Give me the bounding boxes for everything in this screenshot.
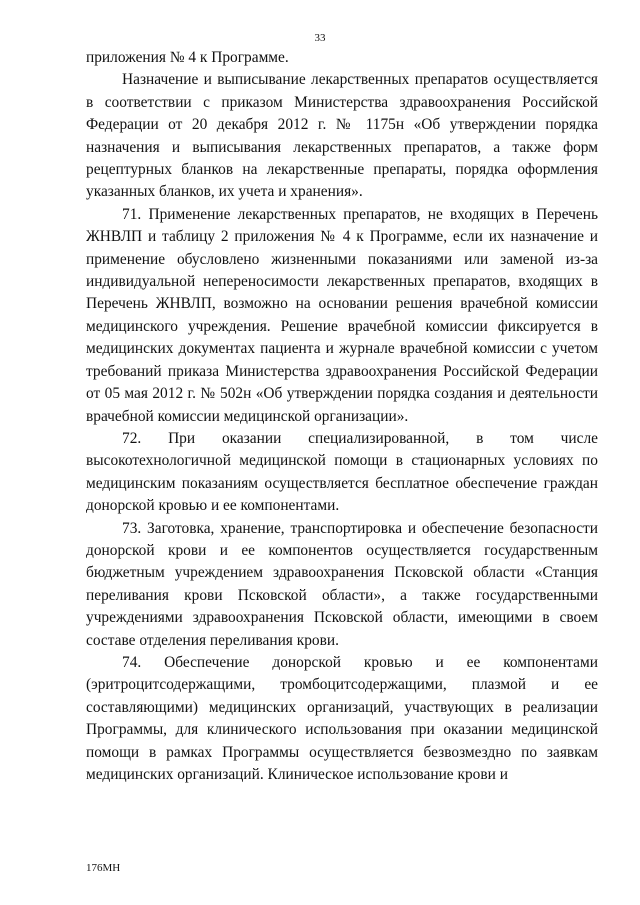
footer-document-code: 176МН <box>86 862 121 874</box>
document-body <box>86 47 598 786</box>
paragraph-prescription: Назначение и выписывание лекарственных препаратов осуществляется в соответствии с приказом Министерства здравоохранения Российской Федерации от 20 декабря 2012 г. № 1175н «Об утверждении порядка назначения и выписывания лекарственных препаратов, а также форм рецептурных бланков на лекарственные препараты, порядка оформления указанных бланков, их учета и хранения». <box>86 71 598 201</box>
paragraph-74: 74. Обеспечение донорской кровью и ее компонентами (эритроцитсодержащими, тромбоцитсодержащими, плазмой и ее составляющими) медицинских организаций, участвующих в реализации Программы, для клинического использования при оказании медицинской помощи в рамках Программы осуществляется безвозмездно по заявкам медицинских организаций. Клиническое использование крови и <box>86 653 598 783</box>
paragraph-71: 71. Применение лекарственных препаратов, не входящих в Перечень ЖНВЛП и таблицу 2 приложения № 4 к Программе, если их назначение и применение обусловлено жизненными показаниями или заменой из-за индивидуальной непереносимости лекарственных препаратов, входящих в Перечень ЖНВЛП, возможно на основании решения врачебной комиссии медицинского учреждения. Решение врачебной комиссии фиксируется в медицинских документах пациента и журнале врачебной комиссии с учетом требований приказа Министерства здравоохранения Российской Федерации от 05 мая 2012 г. № 502н «Об утверждении порядка создания и деятельности врачебной комиссии медицинской организации». <box>86 205 598 425</box>
paragraph-73: 73. Заготовка, хранение, транспортировка и обеспечение безопасности донорской крови и ее компонентов осуществляется государственным бюджетным учреждением здравоохранения Псковской области «Станция переливания крови Псковской области», а также государственными учреждениями здравоохранения Псковской области, имеющими в своем составе отделения переливания крови. <box>86 519 598 649</box>
page-number: 33 <box>314 32 326 44</box>
paragraph-72: 72. При оказании специализированной, в том числе высокотехнологичной медицинской помощи в стационарных условиях по медицинским показаниям осуществляется бесплатное обеспечение граждан донорской кровью и ее компонентами. <box>86 429 598 515</box>
paragraph-continuation: приложения № 4 к Программе. <box>86 49 289 66</box>
